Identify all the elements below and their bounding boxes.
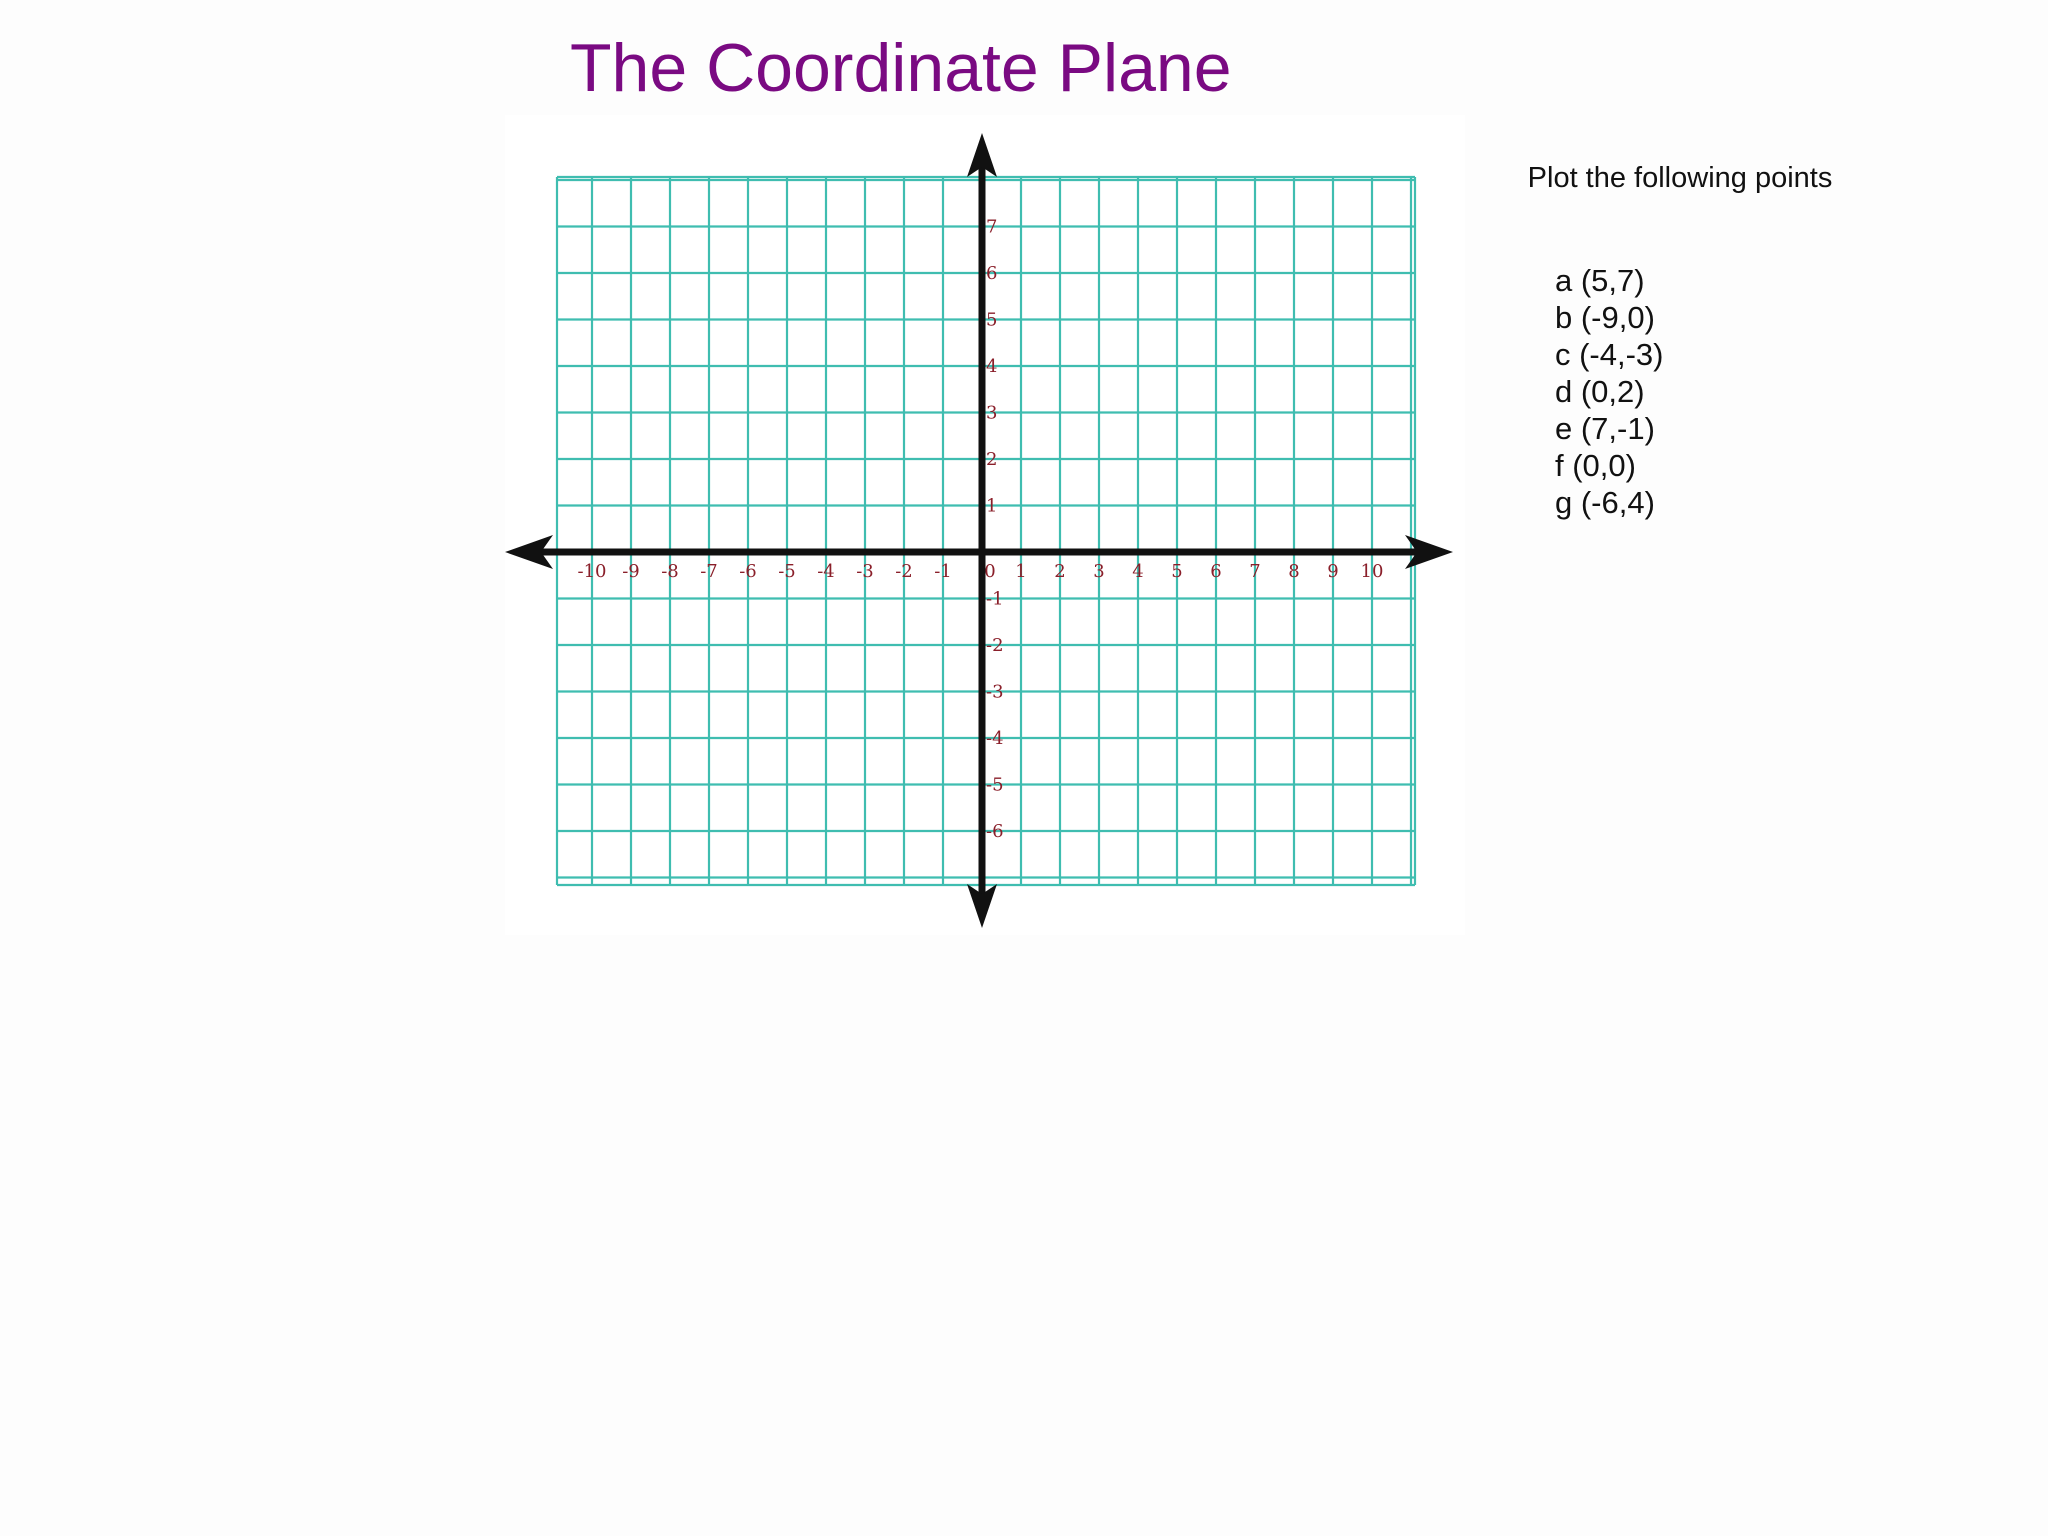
y-tick-label: 5 (986, 309, 998, 331)
y-tick-label: 1 (986, 495, 998, 517)
y-tick-label: -2 (986, 635, 1004, 656)
point-item-b: b (-9,0) (1555, 300, 1655, 335)
x-tick-label: 8 (1288, 561, 1300, 582)
y-tick-label: 4 (986, 356, 998, 377)
x-tick-label: -8 (661, 561, 679, 582)
point-item-c: c (-4,-3) (1555, 337, 1664, 372)
instruction-text: Plot the following points (1527, 162, 1833, 194)
x-tick-label: -6 (739, 561, 757, 582)
x-tick-label: 4 (1132, 561, 1144, 582)
y-tick-label: 2 (986, 449, 998, 470)
x-tick-label: -9 (622, 561, 640, 582)
y-tick-labels (986, 217, 1004, 843)
point-item-e: e (7,-1) (1555, 411, 1655, 446)
y-tick-label: -3 (986, 681, 1004, 703)
point-item-a: a (5,7) (1555, 263, 1645, 298)
x-tick-label: 10 (1360, 561, 1384, 582)
points-list (1555, 262, 1930, 521)
x-tick-label: 2 (1054, 561, 1066, 582)
x-tick-label: -4 (817, 561, 835, 582)
x-tick-label: -3 (856, 561, 874, 582)
x-tick-label: 1 (1015, 561, 1027, 582)
y-tick-label: -5 (986, 774, 1004, 796)
axes (505, 133, 1453, 928)
y-tick-label: -6 (986, 821, 1004, 842)
slide-title: The Coordinate Plane (570, 30, 1232, 106)
point-item-g: g (-6,4) (1555, 485, 1655, 520)
x-tick-label: 0 (984, 561, 996, 582)
x-tick-label: 3 (1093, 561, 1105, 582)
point-item-d: d (0,2) (1555, 374, 1645, 409)
y-tick-label: -4 (986, 728, 1004, 749)
x-tick-label: -1 (934, 561, 952, 582)
y-tick-label: -1 (986, 588, 1004, 610)
x-tick-label: 9 (1327, 561, 1339, 582)
x-tick-label: 5 (1171, 561, 1183, 582)
coordinate-plane-svg (505, 115, 1465, 935)
point-item-f: f (0,0) (1555, 448, 1636, 483)
x-tick-label: -2 (895, 561, 913, 582)
coordinate-plane (505, 115, 1465, 935)
x-tick-label: -7 (700, 561, 718, 582)
x-tick-label: 6 (1210, 561, 1222, 582)
y-tick-label: 6 (986, 263, 998, 284)
y-tick-label: 7 (986, 216, 998, 238)
y-tick-label: 3 (986, 402, 998, 424)
x-tick-label: -10 (577, 561, 607, 582)
instruction-panel (1510, 160, 1930, 521)
x-tick-label: -5 (778, 561, 796, 582)
x-tick-label: 7 (1249, 561, 1261, 582)
